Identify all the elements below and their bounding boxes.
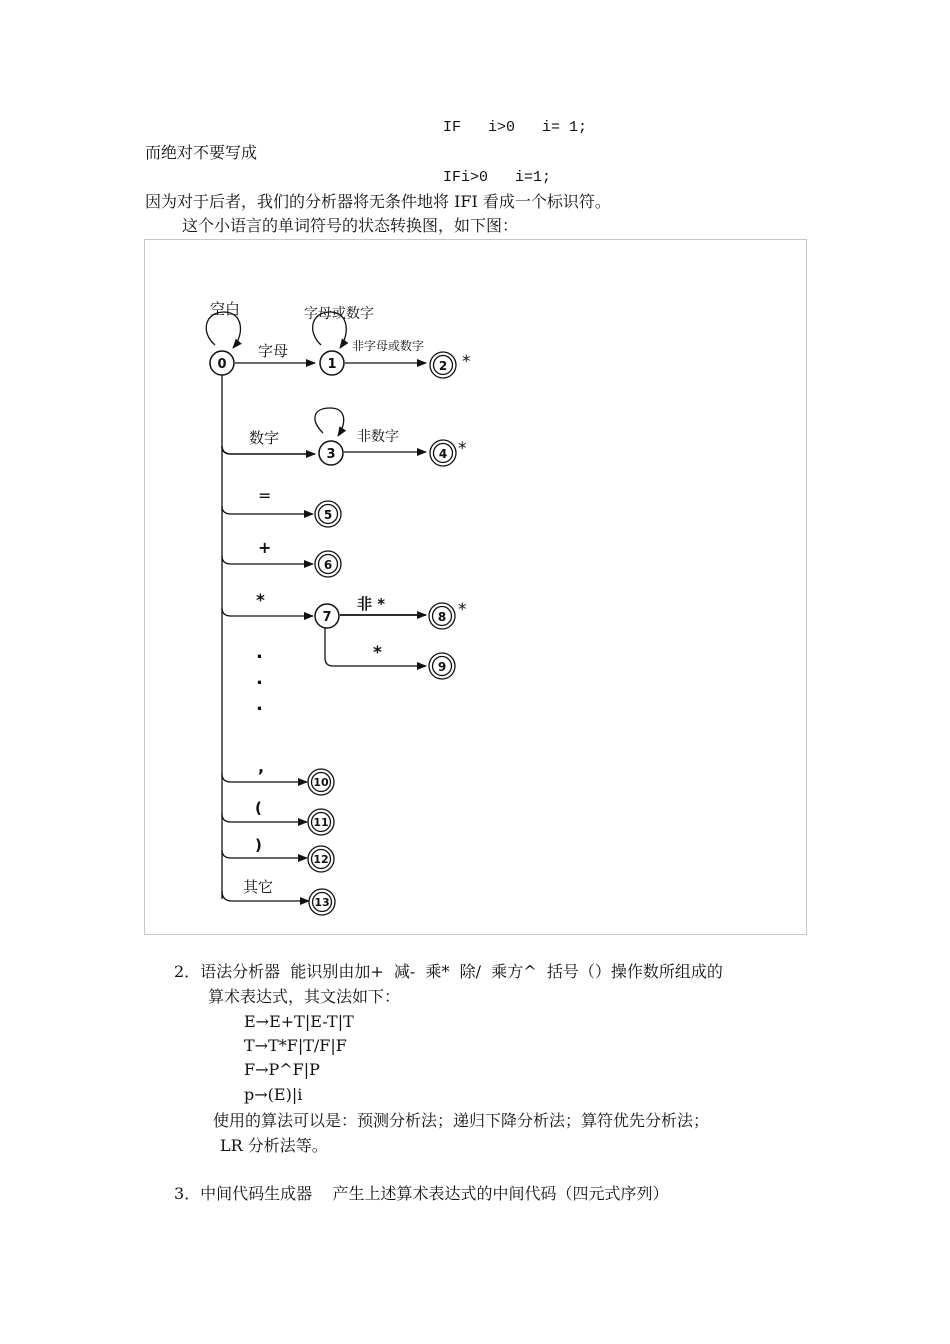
retract-mark-8: * [458, 600, 467, 620]
state-13 [309, 889, 335, 915]
svg-text:4: 4 [438, 447, 448, 461]
state-1 [320, 351, 344, 375]
svg-text:8: 8 [437, 610, 447, 624]
text-line-reason: 因为对于后者，我们的分析器将无条件地将 IFI 看成一个标识符。 [145, 192, 611, 211]
state-5 [315, 501, 341, 527]
state-6 [315, 551, 341, 577]
algorithm-line-2: LR 分析法等。 [220, 1136, 328, 1155]
edge-0-5 [222, 506, 313, 514]
svg-text:10: 10 [313, 776, 329, 789]
state-3 [319, 441, 343, 465]
label-not-letter-or-digit: 非字母或数字 [352, 339, 425, 353]
code-line-if-joined: IFi>0 i=1; [443, 169, 552, 186]
text-line-not-write: 而绝对不要写成 [145, 143, 258, 162]
label-star-2: * [373, 643, 382, 663]
retract-mark-4: * [458, 439, 467, 459]
label-star: * [256, 591, 265, 611]
label-not-star: 非 * [357, 595, 386, 613]
state-2 [430, 352, 456, 378]
svg-text:5: 5 [323, 508, 333, 522]
svg-text:13: 13 [314, 896, 330, 909]
state-0 [210, 351, 234, 375]
state-9 [429, 653, 455, 679]
edge-0-6 [222, 556, 313, 564]
label-dot-3: . [256, 694, 263, 715]
self-loop-state-3 [315, 408, 344, 436]
state-diagram-frame [144, 239, 807, 935]
label-letter-or-digit: 字母或数字 [304, 306, 374, 322]
grammar-rule-2: T→T*F|T/F|F [244, 1036, 347, 1055]
section-2-heading: 2．语法分析器 能识别由加+ 减- 乘* 除/ 乘方^ 括号（）操作数所组成的 [174, 962, 723, 981]
state-12 [308, 846, 334, 872]
state-transition-diagram [145, 240, 806, 934]
svg-text:2: 2 [438, 359, 448, 373]
edge-0-3 [222, 446, 315, 454]
state-11 [308, 809, 334, 835]
code-line-if-spaced: IF i>0 i= 1; [443, 119, 588, 136]
svg-text:7: 7 [322, 610, 332, 625]
text-line-diagram-intro: 这个小语言的单词符号的状态转换图，如下图： [182, 216, 519, 235]
svg-text:9: 9 [437, 660, 447, 674]
section-3-heading: 3．中间代码生成器 产生上述算术表达式的中间代码（四元式序列） [174, 1184, 669, 1203]
svg-text:11: 11 [313, 816, 329, 829]
label-comma: , [258, 757, 265, 776]
label-dot-2: . [256, 668, 263, 689]
retract-mark-2: * [462, 352, 471, 372]
grammar-rule-1: E→E+T|E-T|T [244, 1012, 354, 1031]
label-plus: + [258, 538, 272, 557]
edge-0-10 [222, 774, 307, 782]
label-letter: 字母 [258, 342, 289, 360]
label-lparen: ( [255, 799, 262, 817]
state-8 [429, 603, 455, 629]
grammar-rule-4: p→(E)|i [244, 1085, 303, 1104]
svg-text:3: 3 [326, 447, 336, 462]
algorithm-line-1: 使用的算法可以是：预测分析法；递归下降分析法；算符优先分析法； [213, 1111, 710, 1130]
state-7 [315, 604, 339, 628]
svg-text:6: 6 [323, 558, 333, 572]
state-4 [430, 440, 456, 466]
label-rparen: ) [255, 836, 262, 854]
label-blank: 空白 [210, 300, 241, 318]
edge-0-7 [222, 608, 313, 616]
label-digit: 数字 [249, 429, 280, 447]
label-not-digit: 非数字 [357, 429, 399, 445]
edge-0-11 [222, 814, 307, 822]
svg-text:0: 0 [217, 357, 227, 372]
grammar-rule-3: F→P^F|P [244, 1060, 320, 1079]
label-eq: = [258, 486, 272, 505]
section-2-heading-cont: 算术表达式，其文法如下： [208, 987, 401, 1006]
state-10 [308, 769, 334, 795]
label-dot-1: . [256, 642, 263, 663]
svg-text:1: 1 [327, 357, 337, 372]
svg-text:12: 12 [313, 853, 329, 866]
edge-0-12 [222, 850, 307, 858]
label-other: 其它 [243, 878, 274, 896]
